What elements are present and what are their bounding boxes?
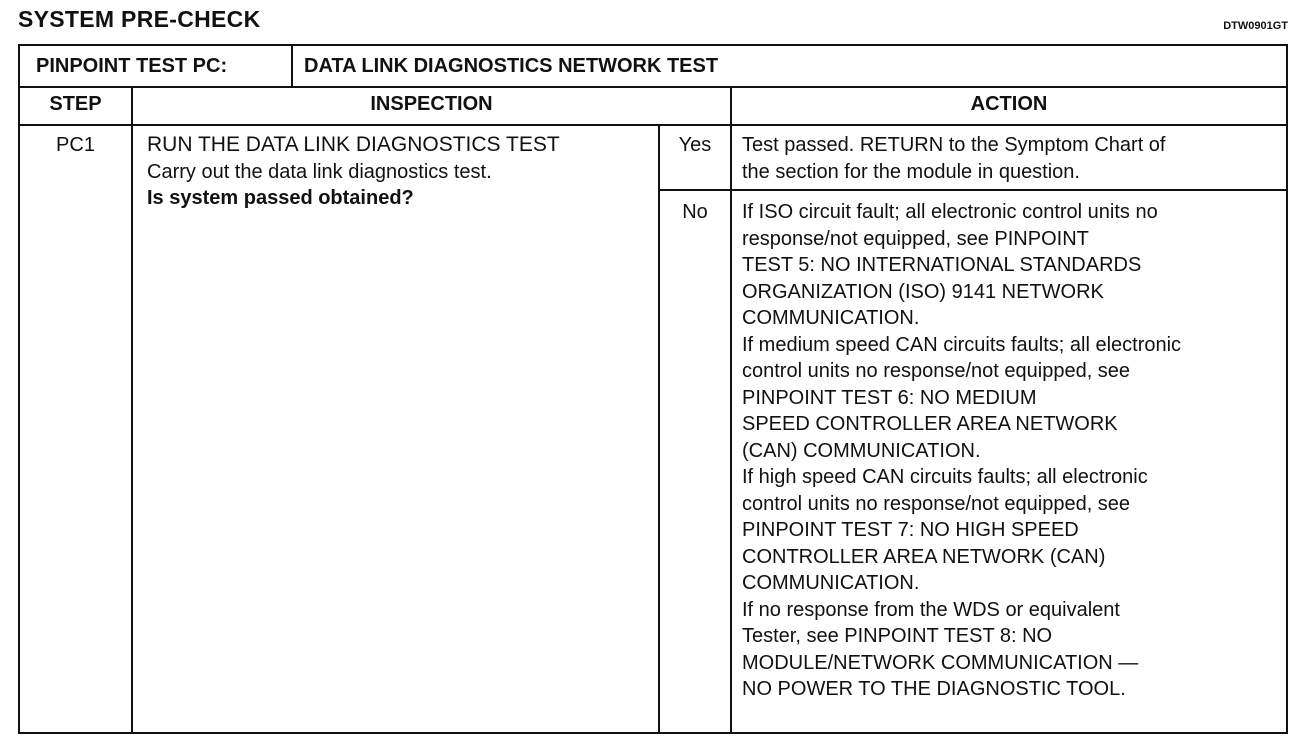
no-action-line: ORGANIZATION (ISO) 9141 NETWORK — [742, 280, 1104, 303]
yes-action-line: Test passed. RETURN to the Symptom Chart of — [742, 134, 1166, 156]
no-action-line: TEST 5: NO INTERNATIONAL STANDARDS — [742, 254, 1142, 276]
no-action-line: COMMUNICATION. — [742, 307, 920, 329]
no-action-line: SPEED CONTROLLER AREA NETWORK — [742, 413, 1118, 435]
document-code: DTW0901GT — [1223, 20, 1288, 32]
yes-action — [742, 132, 1166, 185]
pinpoint-test-table — [18, 44, 1288, 734]
no-action-line: NO POWER TO THE DIAGNOSTIC TOOL. — [742, 678, 1126, 700]
yes-action-line: the section for the module in question. — [742, 160, 1080, 183]
action-column-header: ACTION — [970, 93, 1048, 115]
rule-inspection-action-divider — [730, 86, 732, 732]
yes-label: Yes — [678, 134, 712, 156]
no-action-line: COMMUNICATION. — [742, 572, 920, 594]
rule-below-test-title — [20, 86, 1286, 88]
no-action-line: If ISO circuit fault; all electronic control units no — [742, 201, 1158, 223]
no-action-line: CONTROLLER AREA NETWORK (CAN) — [742, 545, 1106, 568]
no-action-line: Tester, see PINPOINT TEST 8: NO — [742, 625, 1053, 647]
inspection-question: Is system passed obtained? — [147, 187, 414, 209]
no-label: No — [682, 201, 708, 223]
no-action — [742, 199, 1181, 703]
rule-between-yes-no — [658, 189, 1286, 191]
rule-below-column-headers — [20, 124, 1286, 126]
step-column-header: STEP — [49, 93, 102, 115]
no-action-line: If no response from the WDS or equivalent — [742, 598, 1120, 621]
rule-test-label-divider — [291, 46, 293, 86]
no-action-line: If medium speed CAN circuits faults; all electronic — [742, 333, 1182, 356]
no-action-line: response/not equipped, see PINPOINT — [742, 227, 1089, 250]
no-action-line: control units no response/not equipped, see — [742, 492, 1131, 515]
no-action-line: (CAN) COMMUNICATION. — [742, 439, 981, 462]
no-action-line: MODULE/NETWORK COMMUNICATION — — [742, 651, 1139, 674]
inspection-column-header: INSPECTION — [370, 93, 493, 115]
no-action-line: PINPOINT TEST 6: NO MEDIUM — [742, 386, 1037, 409]
rule-step-divider — [131, 86, 133, 732]
no-action-line: If high speed CAN circuits faults; all electronic — [742, 466, 1148, 488]
no-action-line: PINPOINT TEST 7: NO HIGH SPEED — [742, 519, 1079, 541]
no-action-line: control units no response/not equipped, see — [742, 360, 1131, 382]
step-id: PC1 — [56, 134, 95, 156]
test-name: DATA LINK DIAGNOSTICS NETWORK TEST — [304, 55, 719, 77]
page-title: SYSTEM PRE-CHECK — [18, 6, 261, 32]
test-label: PINPOINT TEST PC: — [36, 55, 228, 77]
inspection-instruction: Carry out the data link diagnostics test. — [147, 161, 492, 183]
inspection-title: RUN THE DATA LINK DIAGNOSTICS TEST — [147, 133, 560, 156]
